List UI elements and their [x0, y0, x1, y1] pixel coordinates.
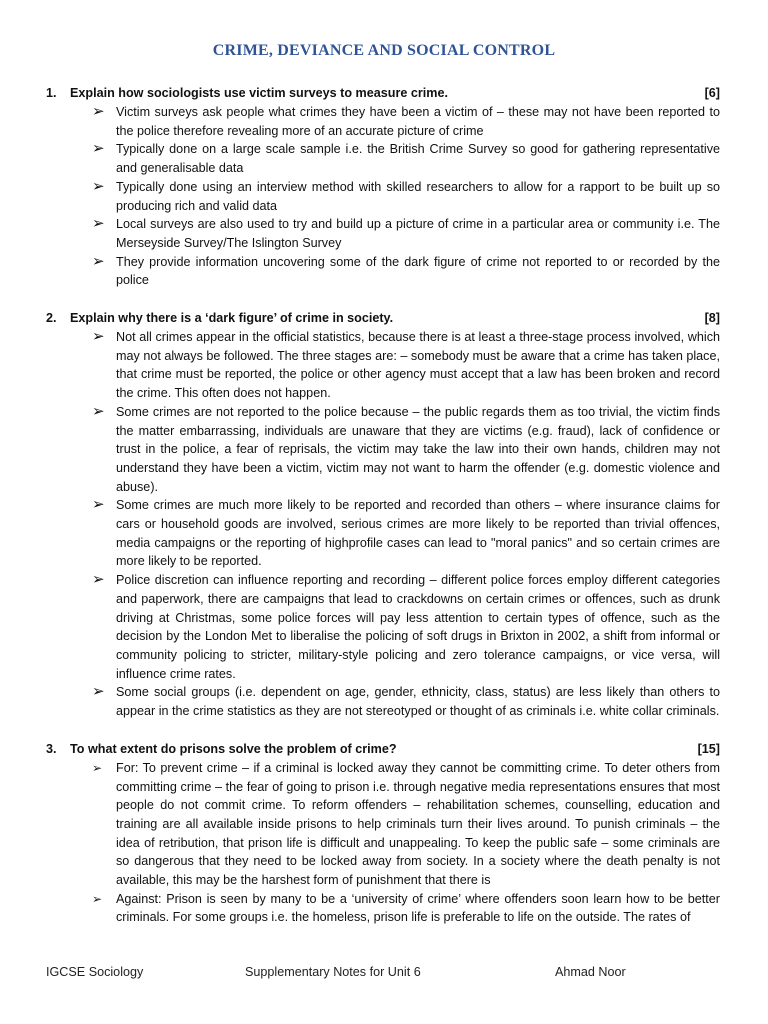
footer-notes-title: Supplementary Notes for Unit 6 [245, 965, 421, 979]
bullet-text: Some crimes are not reported to the police because – the public regards them as too trivial, the victim finds the matter embarrassing, individuals are unaware that they are victims (e.g. fraud), lack of confidence or trust in the police, a fear of reprisals, the victim may take the law into their own hands, children may not understand they have been a victim, victim may not want to harm the offender (e.g. domestic violence and abuse). [116, 404, 720, 494]
list-item [90, 403, 720, 497]
list-item [90, 253, 720, 290]
question-marks: [6] [704, 86, 720, 100]
answer-bullets [46, 328, 720, 721]
bullet-text: Against: Prison is seen by many to be a ‘university of crime’ where offenders soon learn how to be better criminals. For some groups i.e. the homeless, prison life is preferable to life on the outside. The rates of [116, 891, 720, 925]
arrow-bullet-icon: ➢ [92, 215, 105, 233]
question-marks: [8] [704, 311, 720, 326]
arrow-bullet-icon: ➢ [92, 328, 105, 346]
arrow-bullet-icon: ➢ [92, 252, 105, 270]
list-item [90, 890, 720, 927]
list-item [90, 103, 720, 140]
question-heading [46, 309, 720, 328]
bullet-text: Typically done using an interview method with skilled researchers to allow for a rapport to be built up so producing rich and valid data [116, 179, 720, 213]
question-1 [46, 84, 720, 290]
bullet-text: Some crimes are much more likely to be reported and recorded than others – where insurance claims for cars or household goods are involved, serious crimes are more likely to be reported than trivial offences, media campaigns or the reporting of highprofile cases can lead to "moral panics" and so certain crimes are more likely to be reported. [116, 498, 720, 569]
question-heading [46, 84, 720, 103]
bullet-text: Not all crimes appear in the official statistics, because there is at least a three-stage process involved, which may not always be followed. The three stages are: – somebody must be aware that a crime has taken place, that crime must be reported, the police or other agency must accept that a law has been broken and record the crime. This often does not happen. [116, 330, 720, 401]
question-2 [46, 309, 720, 721]
bullet-text: Some social groups (i.e. dependent on age, gender, ethnicity, class, status) are less likely than others to appear in the crime statistics as they are not stereotyped or thought of as criminals i.e. white collar criminals. [116, 685, 720, 719]
arrow-bullet-icon: ➢ [92, 140, 105, 158]
question-text: To what extent do prisons solve the problem of crime? [70, 741, 397, 756]
question-number: 1. [46, 86, 57, 100]
arrow-bullet-icon: ➢ [92, 402, 105, 420]
bullet-text: Local surveys are also used to try and build up a picture of crime in a particular area or community i.e. The Merseyside Survey/The Islington Survey [116, 217, 720, 250]
question-text: Explain how sociologists use victim surveys to measure crime. [70, 86, 448, 100]
arrow-bullet-icon: ➢ [92, 891, 103, 906]
list-item [90, 683, 720, 720]
arrow-bullet-icon: ➢ [92, 760, 103, 775]
list-item [90, 140, 720, 177]
list-item [90, 759, 720, 890]
list-item [90, 496, 720, 571]
answer-bullets [46, 759, 720, 927]
arrow-bullet-icon: ➢ [92, 103, 105, 120]
list-item [90, 178, 720, 215]
questions-list [46, 84, 720, 946]
bullet-text: Typically done on a large scale sample i.e. the British Crime Survey so good for gathering representative and generalisable data [116, 142, 720, 176]
arrow-bullet-icon: ➢ [92, 683, 105, 701]
bullet-text: They provide information uncovering some of the dark figure of crime not reported to or recorded by the police [116, 254, 720, 288]
list-item [90, 215, 720, 252]
list-item [90, 571, 720, 683]
arrow-bullet-icon: ➢ [92, 571, 105, 589]
footer-course: IGCSE Sociology [46, 965, 144, 979]
question-text: Explain why there is a ‘dark figure’ of crime in society. [70, 311, 394, 326]
bullet-text: Police discretion can influence reporting and recording – different police forces employ different categories and paperwork, there are campaigns that lead to crackdowns on certain crimes or offences, such as drunk driving at Christmas, some police forces will pay less attention to certain types of offence, such as the decision by the London Met to liberalise the policing of soft drugs in Brixton in 2002, a shift from informal or community policing to stricter, military-style policing and zero tolerance campaigns, or vice versa, will influence crime rates. [116, 573, 720, 681]
list-item [90, 328, 720, 403]
question-marks: [15] [697, 741, 720, 756]
answer-bullets [46, 103, 720, 290]
bullet-text: Victim surveys ask people what crimes they have been a victim of – these may not have been reported to the police therefore revealing more of an accurate picture of crime [116, 105, 720, 138]
arrow-bullet-icon: ➢ [92, 496, 105, 514]
question-heading [46, 740, 720, 759]
question-number: 3. [46, 741, 57, 756]
arrow-bullet-icon: ➢ [92, 177, 105, 195]
bullet-text: For: To prevent crime – if a criminal is locked away they cannot be committing crime. To deter others from committing crime – the fear of going to prison i.e. through negative media representations ensures that most people do not commit crime. To reform offenders – rehabilitation schemes, counselling, education and training are all available inside prisons to help criminals turn their lives around. To punish criminals – the idea of retribution, that prison life is difficult and unappealing. To keep the public safe – some criminals are so dangerous that they need to be locked away from society. In a society where the death penalty is not available, this may be the harshest form of punishment that there is [116, 760, 720, 888]
footer-author: Ahmad Noor [555, 965, 626, 979]
page-title: CRIME, DEVIANCE AND SOCIAL CONTROL [212, 42, 556, 59]
question-number: 2. [46, 311, 57, 326]
question-3 [46, 740, 720, 927]
